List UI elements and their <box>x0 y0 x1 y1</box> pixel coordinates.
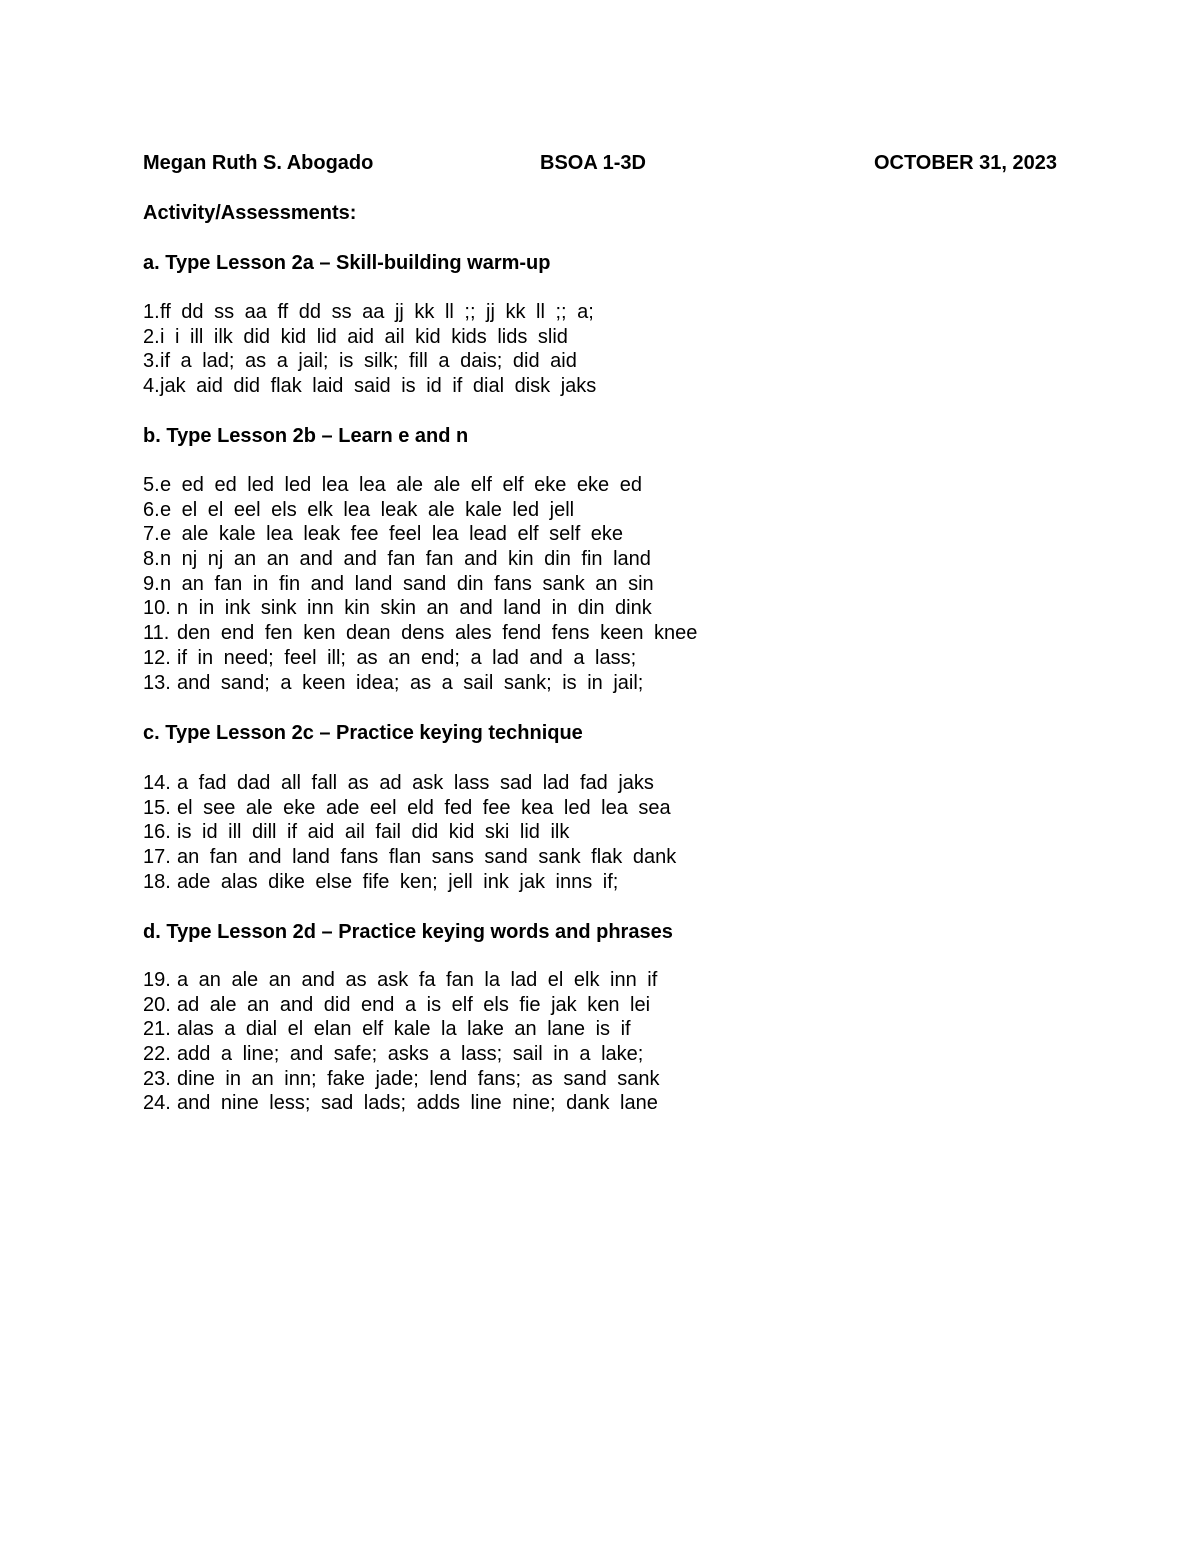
student-name: Megan Ruth S. Abogado <box>143 152 374 174</box>
activity-title: Activity/Assessments: <box>143 202 357 224</box>
section-heading-c: c. Type Lesson 2c – Practice keying technique <box>143 722 583 744</box>
section-heading-d: d. Type Lesson 2d – Practice keying words and phrases <box>143 921 673 943</box>
header-row <box>143 150 1057 176</box>
section-heading-b: b. Type Lesson 2b – Learn e and n <box>143 425 469 447</box>
course-section: BSOA 1-3D <box>540 152 646 174</box>
section-heading-a: a. Type Lesson 2a – Skill-building warm-up <box>143 252 551 274</box>
document-page: Megan Ruth S. Abogado BSOA 1-3D OCTOBER 31, 2023 Activity/Assessments: a. Type Lesson 2a – Skill-building warm-up 1. ff dd ss aa ff dd ss aa jj kk ll ;; jj kk ll ;; a; 2. i i ill ilk did kid lid aid ail kid kids lids slid 3. if a lad; as a jail; is silk; fill a dais; did aid 4. jak aid did flak laid said is id if dial disk jaks b. Type Lesson 2b – Learn e and n 5. e ed ed led led lea lea ale ale elf elf eke eke ed 6. e el el eel els elk lea leak ale kale led jell 7. e ale kale lea leak fee feel lea lead elf self eke 8. n nj nj an an and and fan fan and kin din fin land 9. n an fan in fin and land sand din fans sank an sin 10. n in ink sink inn kin skin an and land in din dink 11. den end fen ken dean dens ales fend fens keen knee 12. if in need; feel ill; as an end; a lad and a lass; 13. and sand; a keen idea; as a sail sank; is in jail; c. Type Lesson 2c – Practice keying technique 14. a fad dad all fall as ad ask lass sad lad fad jaks 15. el see ale eke ade eel eld fed fee kea led lea sea 16. is id ill dill if aid ail fail did kid ski lid ilk 17. an fan and land fans flan sans sand sank flak dank 18. ade alas dike else fife ken; jell ink jak inns if; d. Type Lesson 2d – Practice keying words and phrases 19. a an ale an and as ask fa fan la lad el elk inn if 20. ad ale an and did end a is elf els fie jak ken lei 21. alas a dial el elan elf kale la lake an lane is if 22. add a line; and safe; asks a lass; sail in a lake; 23. dine in an inn; fake jade; lend fans; as sand sank 24. and nine less; sad lads; adds line nine; dank lane <box>143 152 1057 1115</box>
document-date: OCTOBER 31, 2023 <box>873 152 1057 174</box>
